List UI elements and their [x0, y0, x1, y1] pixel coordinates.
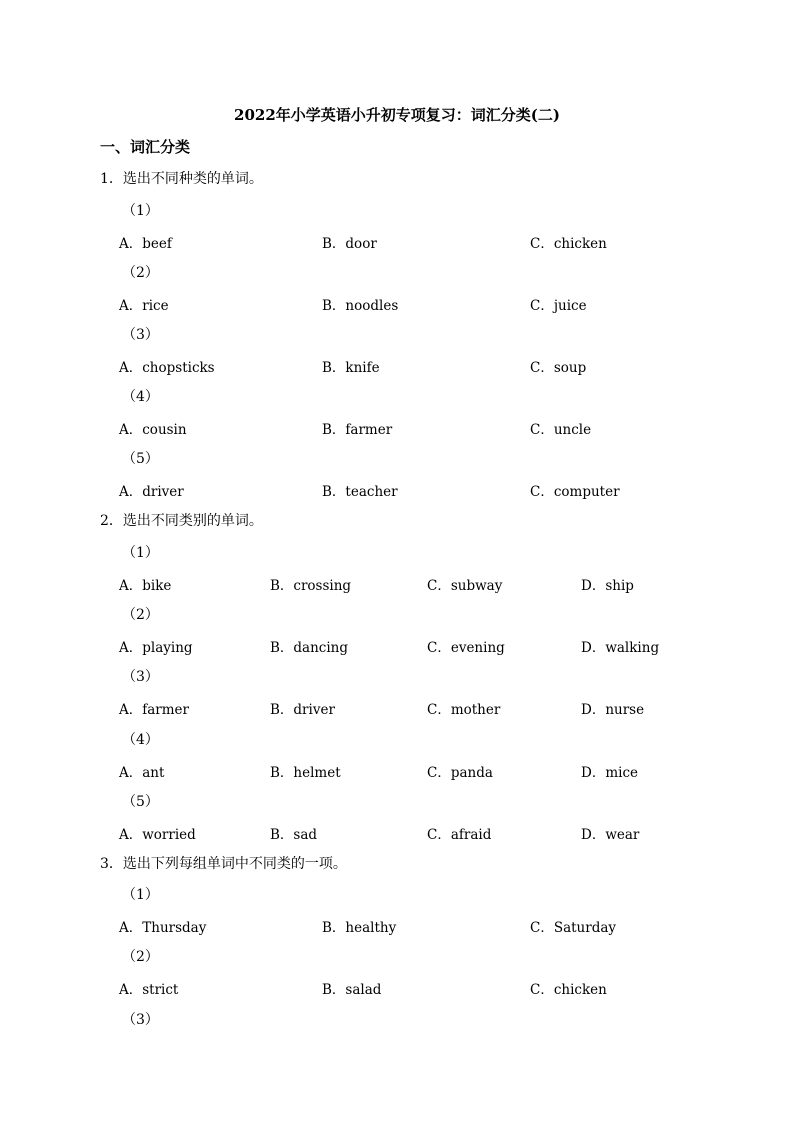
q3-item-2-option-b: B．salad — [322, 982, 382, 998]
question-3-stem: 3．选出下列每组单词中不同类的一项。 — [100, 856, 347, 872]
section-heading: 一、词汇分类 — [100, 138, 191, 156]
q1-item-3-option-c: C．soup — [530, 360, 587, 376]
q2-item-3-option-d: D．nurse — [581, 702, 645, 718]
q2-item-5-number: （5） — [122, 794, 159, 810]
q2-item-5-option-b: B．sad — [270, 827, 318, 843]
question-1-stem: 1．选出不同种类的单词。 — [100, 171, 263, 187]
q2-item-5-option-a: A．worried — [119, 827, 196, 843]
q2-item-3-number: （3） — [122, 669, 159, 685]
q2-item-2-option-a: A．playing — [119, 640, 193, 656]
question-2-stem: 2．选出不同类别的单词。 — [100, 513, 263, 529]
q2-item-3-option-b: B．driver — [270, 702, 335, 718]
q2-item-1-option-a: A．bike — [119, 578, 172, 594]
q2-item-1-option-d: D．ship — [581, 578, 634, 594]
q2-item-5-option-d: D．wear — [581, 827, 640, 843]
q1-item-5-number: （5） — [122, 451, 159, 467]
q3-item-1-number: （1） — [122, 887, 159, 903]
q1-item-2-option-c: C．juice — [530, 298, 587, 314]
q1-item-2-option-a: A．rice — [119, 298, 169, 314]
q2-item-2-option-b: B．dancing — [270, 640, 349, 656]
q1-item-3-number: （3） — [122, 327, 159, 343]
q2-item-2-number: （2） — [122, 607, 159, 623]
q1-item-4-option-b: B．farmer — [322, 422, 393, 438]
q1-item-1-number: （1） — [122, 203, 159, 219]
q1-item-4-number: （4） — [122, 389, 159, 405]
q1-item-3-option-a: A．chopsticks — [119, 360, 215, 376]
q1-item-1-option-a: A．beef — [119, 236, 172, 252]
q1-item-2-number: （2） — [122, 265, 159, 281]
q2-item-3-option-a: A．farmer — [119, 702, 189, 718]
q2-item-4-option-d: D．mice — [581, 765, 638, 781]
q2-item-3-option-c: C．mother — [427, 702, 501, 718]
q1-item-5-option-b: B．teacher — [322, 484, 398, 500]
q3-item-3-number: （3） — [122, 1012, 159, 1028]
q2-item-2-option-d: D．walking — [581, 640, 660, 656]
q1-item-1-option-b: B．door — [322, 236, 377, 252]
q1-item-1-option-c: C．chicken — [530, 236, 607, 252]
q1-item-2-option-b: B．noodles — [322, 298, 399, 314]
q3-item-1-option-a: A．Thursday — [119, 920, 207, 936]
q3-item-1-option-b: B．healthy — [322, 920, 397, 936]
q2-item-4-option-a: A．ant — [119, 765, 165, 781]
q2-item-4-option-b: B．helmet — [270, 765, 341, 781]
q2-item-4-number: （4） — [122, 732, 159, 748]
q1-item-3-option-b: B．knife — [322, 360, 380, 376]
q2-item-2-option-c: C．evening — [427, 640, 505, 656]
q1-item-4-option-a: A．cousin — [119, 422, 187, 438]
q1-item-5-option-a: A．driver — [119, 484, 184, 500]
page-title: 2022年小学英语小升初专项复习：词汇分类(二) — [234, 106, 560, 124]
q3-item-2-number: （2） — [122, 949, 159, 965]
q2-item-4-option-c: C．panda — [427, 765, 493, 781]
q3-item-1-option-c: C．Saturday — [530, 920, 617, 936]
q2-item-1-option-c: C．subway — [427, 578, 503, 594]
q2-item-5-option-c: C．afraid — [427, 827, 492, 843]
q2-item-1-number: （1） — [122, 545, 159, 561]
q1-item-4-option-c: C．uncle — [530, 422, 592, 438]
q1-item-5-option-c: C．computer — [530, 484, 620, 500]
q3-item-2-option-c: C．chicken — [530, 982, 607, 998]
q3-item-2-option-a: A．strict — [119, 982, 179, 998]
q2-item-1-option-b: B．crossing — [270, 578, 352, 594]
